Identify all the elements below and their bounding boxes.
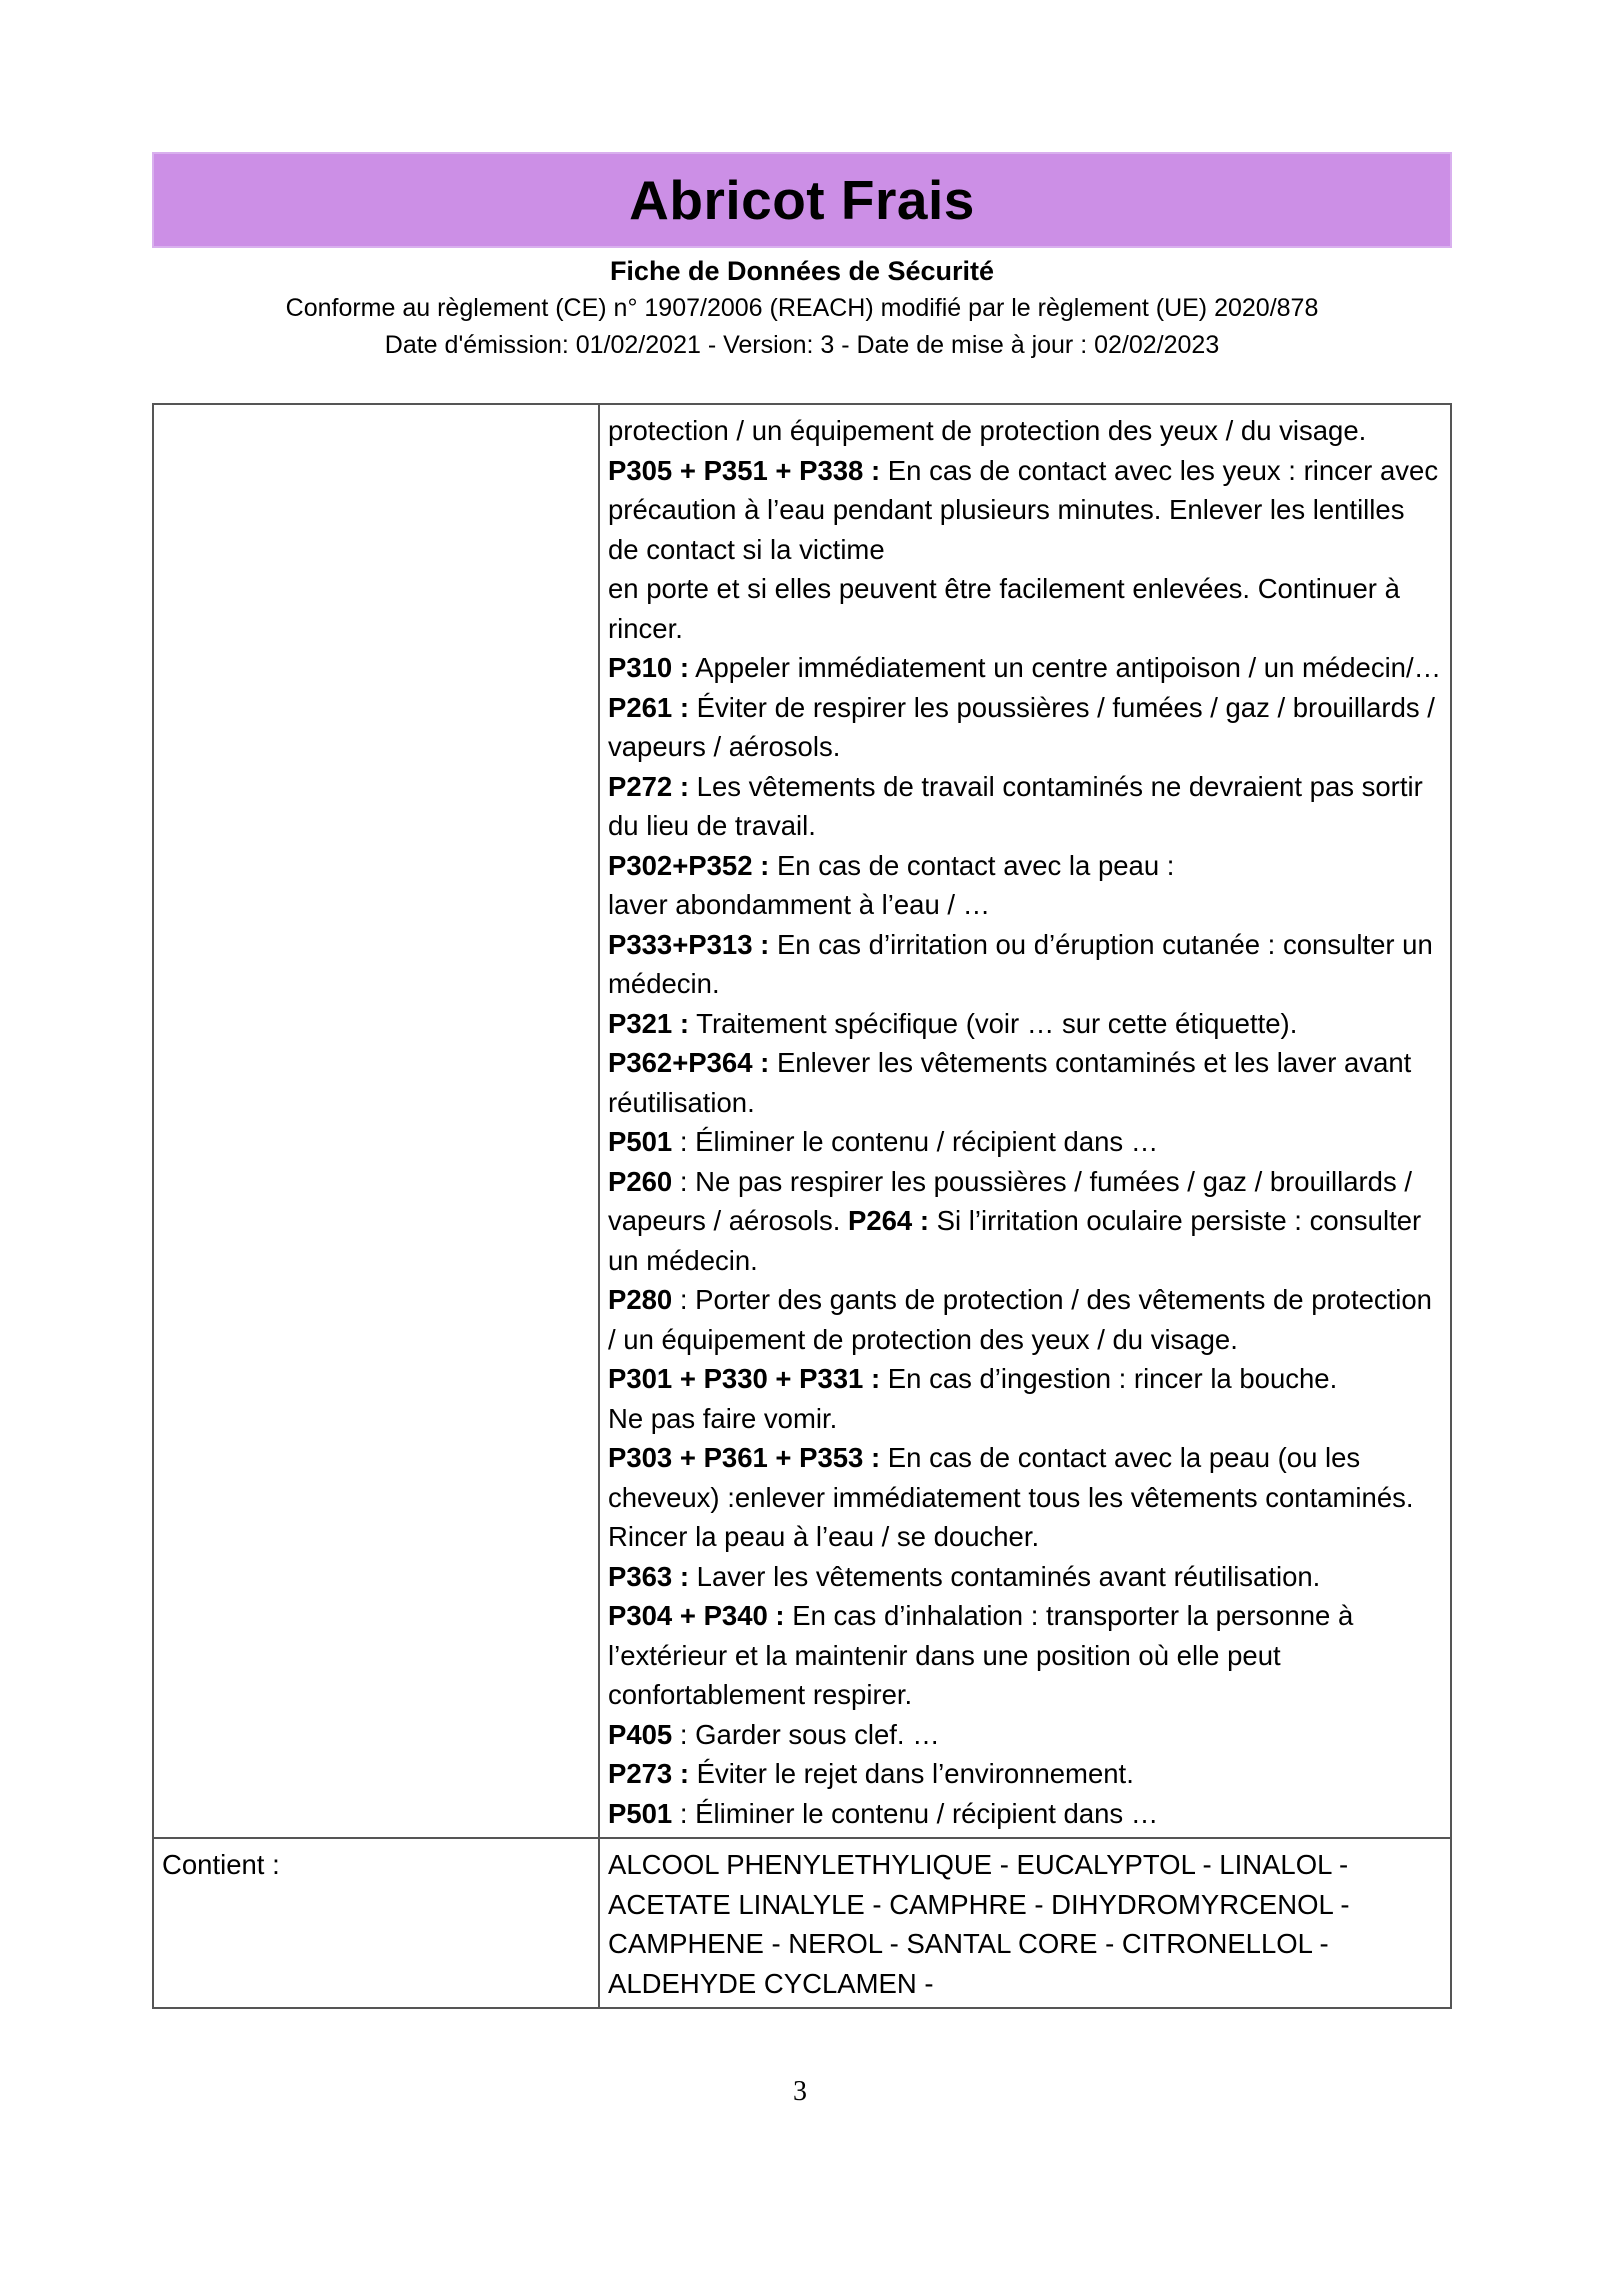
document-title: Abricot Frais	[629, 169, 975, 231]
statement-line: P333+P313 : En cas d’irritation ou d’éruption cutanée : consulter un médecin.	[608, 928, 1433, 999]
regulation-line: Conforme au règlement (CE) n° 1907/2006 (REACH) modifié par le règlement (UE) 2020/878	[285, 294, 1319, 322]
statement-line: P501 : Éliminer le contenu / récipient dans …	[608, 1797, 1159, 1829]
safety-data-table	[152, 403, 1452, 2009]
table-row	[153, 404, 1451, 1838]
table-row	[153, 1838, 1451, 2008]
statement-line: en porte et si elles peuvent être facilement enlevées. Continuer à rincer.	[608, 573, 1400, 644]
statement-line: P305 + P351 + P338 : En cas de contact avec les yeux : rincer avec précaution à l’eau pendant plusieurs minutes. Enlever les lentilles de contact si la victime	[608, 454, 1439, 565]
statement-line: P363 : Laver les vêtements contaminés avant réutilisation.	[608, 1560, 1321, 1592]
document-subtitle: Fiche de Données de Sécurité	[609, 256, 995, 286]
document-header	[152, 252, 1452, 364]
statement-line: P405 : Garder sous clef. …	[608, 1718, 940, 1750]
dates-line: Date d'émission: 01/02/2021 - Version: 3 - Date de mise à jour : 02/02/2023	[384, 331, 1220, 359]
statement-line: P501 : Éliminer le contenu / récipient dans …	[608, 1126, 1159, 1157]
statement-line: P304 + P340 : En cas d’inhalation : transporter la personne à l’extérieur et la maintenir dans une position où elle peut confortablement respirer.	[608, 1600, 1354, 1710]
statement-line: P261 : Éviter de respirer les poussières / fumées / gaz / brouillards / vapeurs / aérosols.	[608, 691, 1435, 762]
contains-label: Contient :	[153, 1838, 599, 2008]
precautionary-statements-cell	[599, 404, 1451, 1838]
statement-line: protection / un équipement de protection des yeux / du visage.	[608, 415, 1367, 446]
page-number: 3	[793, 2076, 807, 2107]
statement-line: P362+P364 : Enlever les vêtements contaminés et les laver avant réutilisation.	[608, 1047, 1412, 1118]
statement-line: P321 : Traitement spécifique (voir … sur cette étiquette).	[608, 1007, 1298, 1039]
statement-line: P302+P352 : En cas de contact avec la peau :	[608, 849, 1175, 881]
statement-line: P280 : Porter des gants de protection / des vêtements de protection / un équipement de protection des yeux / du visage.	[608, 1284, 1432, 1355]
statement-line: P260 : Ne pas respirer les poussières / fumées / gaz / brouillards / vapeurs / aérosols. P264 : Si l’irritation oculaire persiste : consulter un médecin.	[608, 1165, 1422, 1276]
statement-line: P272 : Les vêtements de travail contaminés ne devraient pas sortir du lieu de travail.	[608, 770, 1423, 841]
contains-ingredients: ALCOOL PHENYLETHYLIQUE - EUCALYPTOL - LINALOL - ACETATE LINALYLE - CAMPHRE - DIHYDROMYRCENOL - CAMPHENE - NEROL - SANTAL CORE - CITRONELLOL - ALDEHYDE CYCLAMEN -	[599, 1838, 1451, 2008]
statement-line: P301 + P330 + P331 : En cas d’ingestion : rincer la bouche.	[608, 1363, 1338, 1394]
statement-line: P273 : Éviter le rejet dans l’environnement.	[608, 1758, 1134, 1789]
title-banner	[152, 152, 1452, 248]
statement-line: P310 : Appeler immédiatement un centre antipoison / un médecin/…	[608, 652, 1442, 683]
row-label-cell	[153, 404, 599, 1838]
statement-line: P303 + P361 + P353 : En cas de contact avec la peau (ou les cheveux) :enlever immédiatement tous les vêtements contaminés. Rincer la peau à l’eau / se doucher.	[608, 1442, 1414, 1552]
statement-line: laver abondamment à l’eau / …	[608, 889, 991, 920]
statement-line: Ne pas faire vomir.	[608, 1402, 838, 1434]
